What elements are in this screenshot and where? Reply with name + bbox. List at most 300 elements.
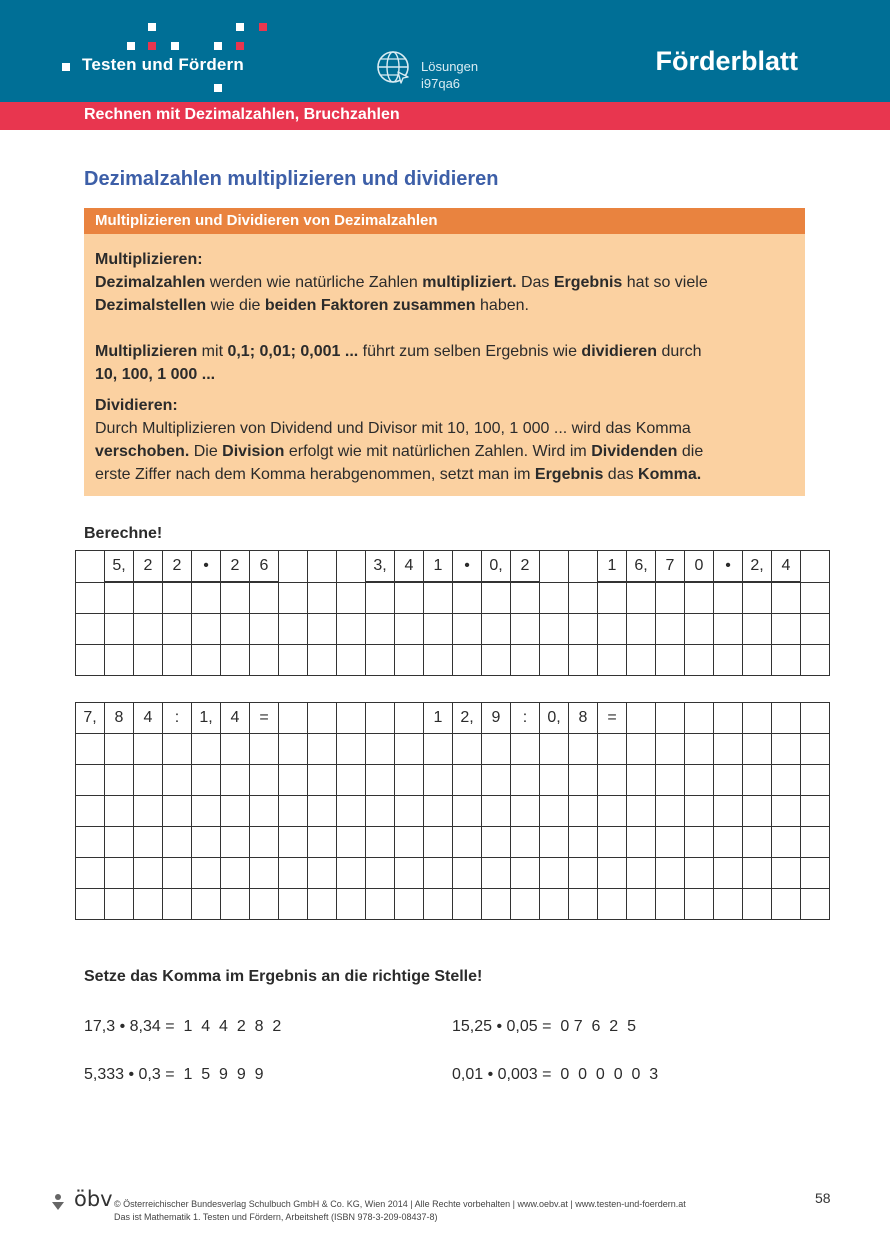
grid-cell[interactable] xyxy=(366,796,395,827)
grid-cell[interactable] xyxy=(801,551,830,583)
grid-cell[interactable] xyxy=(656,827,685,858)
grid-cell[interactable] xyxy=(598,614,627,645)
grid-cell[interactable] xyxy=(743,765,772,796)
grid-cell[interactable] xyxy=(308,703,337,734)
grid-cell[interactable] xyxy=(76,551,105,583)
grid-cell[interactable] xyxy=(714,827,743,858)
grid-cell[interactable] xyxy=(395,703,424,734)
grid-cell[interactable] xyxy=(482,734,511,765)
grid-cell[interactable]: • xyxy=(714,551,743,583)
grid-cell[interactable] xyxy=(424,796,453,827)
grid-cell[interactable] xyxy=(76,796,105,827)
grid-cell[interactable]: 2 xyxy=(511,551,540,583)
grid-cell[interactable] xyxy=(76,889,105,920)
grid-cell[interactable]: 1, xyxy=(192,703,221,734)
grid-cell[interactable]: 5, xyxy=(105,551,134,583)
grid-cell[interactable]: 4 xyxy=(134,703,163,734)
grid-cell[interactable] xyxy=(772,734,801,765)
grid-cell[interactable] xyxy=(627,765,656,796)
grid-cell[interactable] xyxy=(337,858,366,889)
grid-cell[interactable] xyxy=(511,614,540,645)
grid-cell[interactable] xyxy=(540,889,569,920)
grid-cell[interactable] xyxy=(772,889,801,920)
grid-cell[interactable] xyxy=(76,734,105,765)
grid-cell[interactable] xyxy=(134,645,163,676)
grid-cell[interactable] xyxy=(366,582,395,614)
grid-cell[interactable] xyxy=(250,734,279,765)
grid-cell[interactable] xyxy=(714,765,743,796)
grid-cell[interactable] xyxy=(656,734,685,765)
grid-cell[interactable] xyxy=(279,889,308,920)
grid-cell[interactable] xyxy=(772,765,801,796)
grid-cell[interactable]: = xyxy=(598,703,627,734)
grid-cell[interactable] xyxy=(308,858,337,889)
grid-cell[interactable] xyxy=(134,827,163,858)
grid-cell[interactable] xyxy=(801,796,830,827)
grid-cell[interactable]: 0 xyxy=(685,551,714,583)
grid-cell[interactable] xyxy=(395,796,424,827)
grid-cell[interactable] xyxy=(192,889,221,920)
grid-cell[interactable] xyxy=(366,765,395,796)
grid-cell[interactable] xyxy=(308,645,337,676)
grid-cell[interactable] xyxy=(656,703,685,734)
grid-cell[interactable] xyxy=(685,889,714,920)
grid-cell[interactable] xyxy=(308,796,337,827)
grid-cell[interactable] xyxy=(308,889,337,920)
grid-cell[interactable] xyxy=(540,858,569,889)
grid-cell[interactable] xyxy=(163,582,192,614)
grid-cell[interactable] xyxy=(76,765,105,796)
grid-cell[interactable] xyxy=(134,614,163,645)
grid-cell[interactable] xyxy=(308,551,337,583)
grid-cell[interactable] xyxy=(453,645,482,676)
grid-cell[interactable] xyxy=(221,889,250,920)
grid-cell[interactable] xyxy=(424,889,453,920)
grid-cell[interactable] xyxy=(656,765,685,796)
grid-cell[interactable] xyxy=(105,765,134,796)
grid-cell[interactable] xyxy=(105,645,134,676)
grid-cell[interactable]: = xyxy=(250,703,279,734)
grid-cell[interactable] xyxy=(279,551,308,583)
grid-cell[interactable] xyxy=(714,734,743,765)
grid-cell[interactable] xyxy=(221,765,250,796)
grid-cell[interactable]: 3, xyxy=(366,551,395,583)
grid-cell[interactable] xyxy=(714,858,743,889)
grid-cell[interactable] xyxy=(743,827,772,858)
grid-cell[interactable] xyxy=(656,645,685,676)
grid-cell[interactable] xyxy=(685,796,714,827)
mult-line-2: Dezimalstellen wie die beiden Faktoren zusammen haben. xyxy=(95,297,529,314)
grid-cell[interactable] xyxy=(221,827,250,858)
grid-cell[interactable] xyxy=(76,858,105,889)
grid-cell[interactable] xyxy=(76,645,105,676)
mult-line-1: Dezimalzahlen werden wie natürliche Zahlen multipliziert. Das Ergebnis hat so viele xyxy=(95,274,708,291)
grid-cell[interactable]: 0, xyxy=(482,551,511,583)
grid-cell[interactable] xyxy=(801,703,830,734)
grid-cell[interactable] xyxy=(627,645,656,676)
grid-cell[interactable] xyxy=(250,645,279,676)
grid-cell[interactable] xyxy=(627,734,656,765)
grid-cell[interactable] xyxy=(337,734,366,765)
grid-cell[interactable] xyxy=(801,827,830,858)
grid-cell[interactable]: 9 xyxy=(482,703,511,734)
grid-cell[interactable] xyxy=(482,614,511,645)
grid-cell[interactable] xyxy=(743,889,772,920)
grid-cell[interactable] xyxy=(714,703,743,734)
grid-cell[interactable] xyxy=(772,614,801,645)
grid-cell[interactable] xyxy=(714,645,743,676)
grid-cell[interactable] xyxy=(395,827,424,858)
grid-cell[interactable] xyxy=(366,703,395,734)
grid-cell[interactable] xyxy=(424,614,453,645)
grid-cell[interactable]: 1 xyxy=(424,551,453,583)
grid-cell[interactable]: 8 xyxy=(569,703,598,734)
grid-cell[interactable] xyxy=(453,582,482,614)
grid-cell[interactable] xyxy=(772,582,801,614)
grid-cell[interactable] xyxy=(511,645,540,676)
grid-cell[interactable] xyxy=(627,614,656,645)
grid-cell[interactable] xyxy=(598,827,627,858)
grid-cell[interactable] xyxy=(163,734,192,765)
grid-cell[interactable]: • xyxy=(453,551,482,583)
grid-cell[interactable] xyxy=(540,614,569,645)
grid-cell[interactable] xyxy=(453,765,482,796)
grid-cell[interactable] xyxy=(395,765,424,796)
grid-cell[interactable] xyxy=(627,582,656,614)
grid-cell[interactable] xyxy=(424,858,453,889)
grid-cell[interactable] xyxy=(163,645,192,676)
grid-cell[interactable] xyxy=(366,614,395,645)
grid-cell[interactable] xyxy=(76,582,105,614)
grid-cell[interactable] xyxy=(134,889,163,920)
grid-cell[interactable] xyxy=(627,889,656,920)
grid-cell[interactable] xyxy=(250,582,279,614)
grid-cell[interactable] xyxy=(685,858,714,889)
grid-cell[interactable] xyxy=(569,889,598,920)
grid-cell[interactable] xyxy=(76,827,105,858)
grid-cell[interactable] xyxy=(801,582,830,614)
grid-cell[interactable] xyxy=(743,703,772,734)
grid-cell[interactable] xyxy=(511,765,540,796)
grid-cell[interactable] xyxy=(250,858,279,889)
grid-cell[interactable] xyxy=(685,614,714,645)
grid-cell[interactable] xyxy=(511,582,540,614)
grid-cell[interactable] xyxy=(221,734,250,765)
grid-cell[interactable] xyxy=(569,765,598,796)
grid-cell[interactable] xyxy=(656,582,685,614)
grid-cell[interactable] xyxy=(337,582,366,614)
calc-grid-multiplication[interactable] xyxy=(75,550,830,676)
grid-cell[interactable] xyxy=(656,614,685,645)
grid-cell[interactable] xyxy=(337,551,366,583)
grid-cell[interactable]: 2 xyxy=(163,551,192,583)
grid-cell[interactable] xyxy=(366,889,395,920)
grid-cell[interactable] xyxy=(337,796,366,827)
grid-cell[interactable] xyxy=(395,582,424,614)
grid-cell[interactable] xyxy=(250,796,279,827)
grid-cell[interactable] xyxy=(598,889,627,920)
grid-cell[interactable] xyxy=(337,703,366,734)
grid-cell[interactable] xyxy=(482,582,511,614)
grid-cell[interactable] xyxy=(569,796,598,827)
grid-cell[interactable] xyxy=(714,796,743,827)
grid-cell[interactable] xyxy=(105,614,134,645)
grid-cell[interactable] xyxy=(685,734,714,765)
grid-cell[interactable] xyxy=(105,827,134,858)
grid-cell[interactable] xyxy=(366,645,395,676)
grid-cell[interactable] xyxy=(569,734,598,765)
grid-cell[interactable] xyxy=(134,796,163,827)
grid-cell[interactable]: 7 xyxy=(656,551,685,583)
globe-icon[interactable] xyxy=(376,50,412,86)
publisher-logo: öbv xyxy=(74,1187,113,1211)
grid-cell[interactable] xyxy=(395,734,424,765)
grid-cell[interactable] xyxy=(105,582,134,614)
grid-cell[interactable]: 2, xyxy=(743,551,772,583)
grid-cell[interactable] xyxy=(279,765,308,796)
grid-cell[interactable] xyxy=(598,858,627,889)
grid-cell[interactable] xyxy=(511,827,540,858)
grid-cell[interactable] xyxy=(337,827,366,858)
grid-cell[interactable] xyxy=(656,889,685,920)
grid-cell[interactable] xyxy=(453,734,482,765)
grid-cell[interactable] xyxy=(308,582,337,614)
grid-cell[interactable] xyxy=(772,827,801,858)
grid-cell[interactable] xyxy=(221,796,250,827)
grid-cell[interactable] xyxy=(511,889,540,920)
grid-cell[interactable] xyxy=(743,734,772,765)
grid-cell[interactable] xyxy=(685,645,714,676)
grid-cell[interactable]: : xyxy=(163,703,192,734)
grid-cell[interactable] xyxy=(424,582,453,614)
grid-cell[interactable] xyxy=(250,765,279,796)
grid-cell[interactable] xyxy=(279,614,308,645)
grid-cell[interactable] xyxy=(308,614,337,645)
grid-cell[interactable] xyxy=(134,734,163,765)
grid-cell[interactable] xyxy=(627,703,656,734)
grid-cell[interactable] xyxy=(279,582,308,614)
grid-cell[interactable]: 6, xyxy=(627,551,656,583)
grid-cell[interactable] xyxy=(569,551,598,583)
grid-cell[interactable] xyxy=(163,858,192,889)
grid-cell[interactable] xyxy=(743,645,772,676)
grid-cell[interactable] xyxy=(221,582,250,614)
grid-cell[interactable] xyxy=(714,889,743,920)
grid-cell[interactable] xyxy=(482,765,511,796)
grid-cell[interactable] xyxy=(453,858,482,889)
grid-cell[interactable]: 7, xyxy=(76,703,105,734)
grid-cell[interactable] xyxy=(627,796,656,827)
grid-cell[interactable] xyxy=(395,645,424,676)
grid-cell[interactable] xyxy=(424,765,453,796)
grid-cell[interactable] xyxy=(598,582,627,614)
grid-cell[interactable] xyxy=(279,703,308,734)
grid-cell[interactable]: 1 xyxy=(598,551,627,583)
grid-cell[interactable] xyxy=(105,889,134,920)
grid-cell[interactable] xyxy=(743,796,772,827)
grid-cell[interactable] xyxy=(772,645,801,676)
grid-cell[interactable] xyxy=(801,765,830,796)
grid-cell[interactable] xyxy=(250,827,279,858)
grid-cell[interactable] xyxy=(192,645,221,676)
grid-cell[interactable] xyxy=(453,827,482,858)
grid-cell[interactable] xyxy=(250,614,279,645)
grid-cell[interactable] xyxy=(192,796,221,827)
grid-cell[interactable] xyxy=(656,796,685,827)
grid-cell[interactable] xyxy=(540,734,569,765)
grid-cell[interactable] xyxy=(627,827,656,858)
grid-cell[interactable] xyxy=(569,645,598,676)
grid-cell[interactable] xyxy=(337,889,366,920)
grid-cell[interactable] xyxy=(395,889,424,920)
mult-line-3: Multiplizieren mit 0,1; 0,01; 0,001 ... führt zum selben Ergebnis wie dividieren durch xyxy=(95,343,702,360)
grid-cell[interactable] xyxy=(685,703,714,734)
grid-cell[interactable] xyxy=(772,703,801,734)
grid-cell[interactable] xyxy=(772,858,801,889)
grid-cell[interactable] xyxy=(192,858,221,889)
grid-cell[interactable]: 6 xyxy=(250,551,279,583)
grid-cell[interactable]: 2 xyxy=(134,551,163,583)
grid-cell[interactable] xyxy=(540,796,569,827)
grid-cell[interactable] xyxy=(279,645,308,676)
grid-cell[interactable] xyxy=(134,765,163,796)
calc-grid-division[interactable] xyxy=(75,702,830,920)
obv-star-icon xyxy=(50,1193,70,1211)
grid-cell[interactable] xyxy=(598,734,627,765)
grid-cell[interactable] xyxy=(221,645,250,676)
task-1: 17,3 • 8,34 = 1 4 4 2 8 2 xyxy=(84,1018,282,1035)
grid-cell[interactable] xyxy=(569,614,598,645)
grid-cell[interactable]: : xyxy=(511,703,540,734)
grid-cell[interactable] xyxy=(540,582,569,614)
grid-cell[interactable] xyxy=(308,734,337,765)
grid-cell[interactable] xyxy=(279,734,308,765)
grid-cell[interactable] xyxy=(76,614,105,645)
grid-cell[interactable]: 4 xyxy=(221,703,250,734)
grid-cell[interactable] xyxy=(395,614,424,645)
grid-cell[interactable] xyxy=(540,645,569,676)
grid-cell[interactable] xyxy=(308,827,337,858)
solutions-link[interactable] xyxy=(421,58,478,92)
grid-cell[interactable] xyxy=(569,582,598,614)
grid-cell[interactable] xyxy=(105,858,134,889)
grid-cell[interactable] xyxy=(511,858,540,889)
grid-cell[interactable] xyxy=(192,765,221,796)
grid-cell[interactable] xyxy=(772,796,801,827)
grid-cell[interactable] xyxy=(801,889,830,920)
grid-cell[interactable] xyxy=(366,827,395,858)
grid-cell[interactable] xyxy=(482,645,511,676)
grid-cell[interactable] xyxy=(308,765,337,796)
grid-cell[interactable] xyxy=(482,827,511,858)
grid-cell[interactable] xyxy=(540,765,569,796)
grid-cell[interactable] xyxy=(540,551,569,583)
grid-cell[interactable] xyxy=(743,858,772,889)
grid-cell[interactable] xyxy=(163,796,192,827)
grid-cell[interactable] xyxy=(453,614,482,645)
grid-cell[interactable] xyxy=(163,765,192,796)
grid-cell[interactable] xyxy=(511,796,540,827)
grid-cell[interactable] xyxy=(163,889,192,920)
grid-cell[interactable] xyxy=(192,582,221,614)
grid-cell[interactable] xyxy=(598,796,627,827)
grid-cell[interactable] xyxy=(105,734,134,765)
grid-cell[interactable]: 8 xyxy=(105,703,134,734)
grid-cell[interactable] xyxy=(453,889,482,920)
div-line-3: erste Ziffer nach dem Komma herabgenommen, setzt man im Ergebnis das Komma. xyxy=(95,466,702,483)
grid-cell[interactable] xyxy=(192,734,221,765)
grid-cell[interactable] xyxy=(743,614,772,645)
grid-cell[interactable] xyxy=(743,582,772,614)
grid-cell[interactable] xyxy=(424,827,453,858)
grid-cell[interactable] xyxy=(540,827,569,858)
grid-cell[interactable] xyxy=(627,858,656,889)
grid-cell[interactable]: 1 xyxy=(424,703,453,734)
grid-cell[interactable] xyxy=(801,645,830,676)
grid-cell[interactable] xyxy=(163,827,192,858)
grid-cell[interactable] xyxy=(482,889,511,920)
grid-cell[interactable] xyxy=(511,734,540,765)
grid-cell[interactable] xyxy=(482,796,511,827)
grid-cell[interactable] xyxy=(279,796,308,827)
grid-cell[interactable] xyxy=(395,858,424,889)
grid-cell[interactable] xyxy=(163,614,192,645)
grid-cell[interactable] xyxy=(656,858,685,889)
grid-cell[interactable] xyxy=(482,858,511,889)
grid-cell[interactable] xyxy=(598,765,627,796)
grid-cell[interactable] xyxy=(714,614,743,645)
grid-cell[interactable] xyxy=(366,858,395,889)
grid-cell[interactable] xyxy=(714,582,743,614)
grid-cell[interactable]: 4 xyxy=(772,551,801,583)
grid-cell[interactable]: 0, xyxy=(540,703,569,734)
grid-cell[interactable] xyxy=(192,827,221,858)
div-line-2: verschoben. Die Division erfolgt wie mit natürlichen Zahlen. Wird im Dividenden die xyxy=(95,443,704,460)
grid-cell[interactable]: 4 xyxy=(395,551,424,583)
grid-cell[interactable] xyxy=(221,614,250,645)
grid-cell[interactable] xyxy=(279,858,308,889)
grid-cell[interactable] xyxy=(569,827,598,858)
grid-cell[interactable] xyxy=(801,734,830,765)
grid-cell[interactable] xyxy=(424,645,453,676)
grid-cell[interactable] xyxy=(337,645,366,676)
copyright-line-1: © Österreichischer Bundesverlag Schulbuch GmbH & Co. KG, Wien 2014 | Alle Rechte vorbehalten | www.oebv.at | www.testen-und-foerdern.at xyxy=(114,1199,686,1209)
grid-cell[interactable] xyxy=(337,765,366,796)
grid-cell[interactable]: 2 xyxy=(221,551,250,583)
grid-cell[interactable] xyxy=(250,889,279,920)
grid-cell[interactable] xyxy=(801,858,830,889)
grid-cell[interactable] xyxy=(598,645,627,676)
grid-cell[interactable] xyxy=(685,765,714,796)
grid-cell[interactable] xyxy=(134,858,163,889)
grid-cell[interactable] xyxy=(453,796,482,827)
grid-cell[interactable]: 2, xyxy=(453,703,482,734)
grid-cell[interactable] xyxy=(105,796,134,827)
grid-cell[interactable] xyxy=(279,827,308,858)
grid-cell[interactable] xyxy=(134,582,163,614)
grid-cell[interactable] xyxy=(685,827,714,858)
grid-cell[interactable] xyxy=(337,614,366,645)
grid-cell[interactable]: • xyxy=(192,551,221,583)
grid-cell[interactable] xyxy=(221,858,250,889)
grid-cell[interactable] xyxy=(366,734,395,765)
grid-cell[interactable] xyxy=(569,858,598,889)
grid-cell[interactable] xyxy=(424,734,453,765)
grid-cell[interactable] xyxy=(801,614,830,645)
grid-row xyxy=(76,703,830,734)
grid-cell[interactable] xyxy=(192,614,221,645)
grid-cell[interactable] xyxy=(685,582,714,614)
